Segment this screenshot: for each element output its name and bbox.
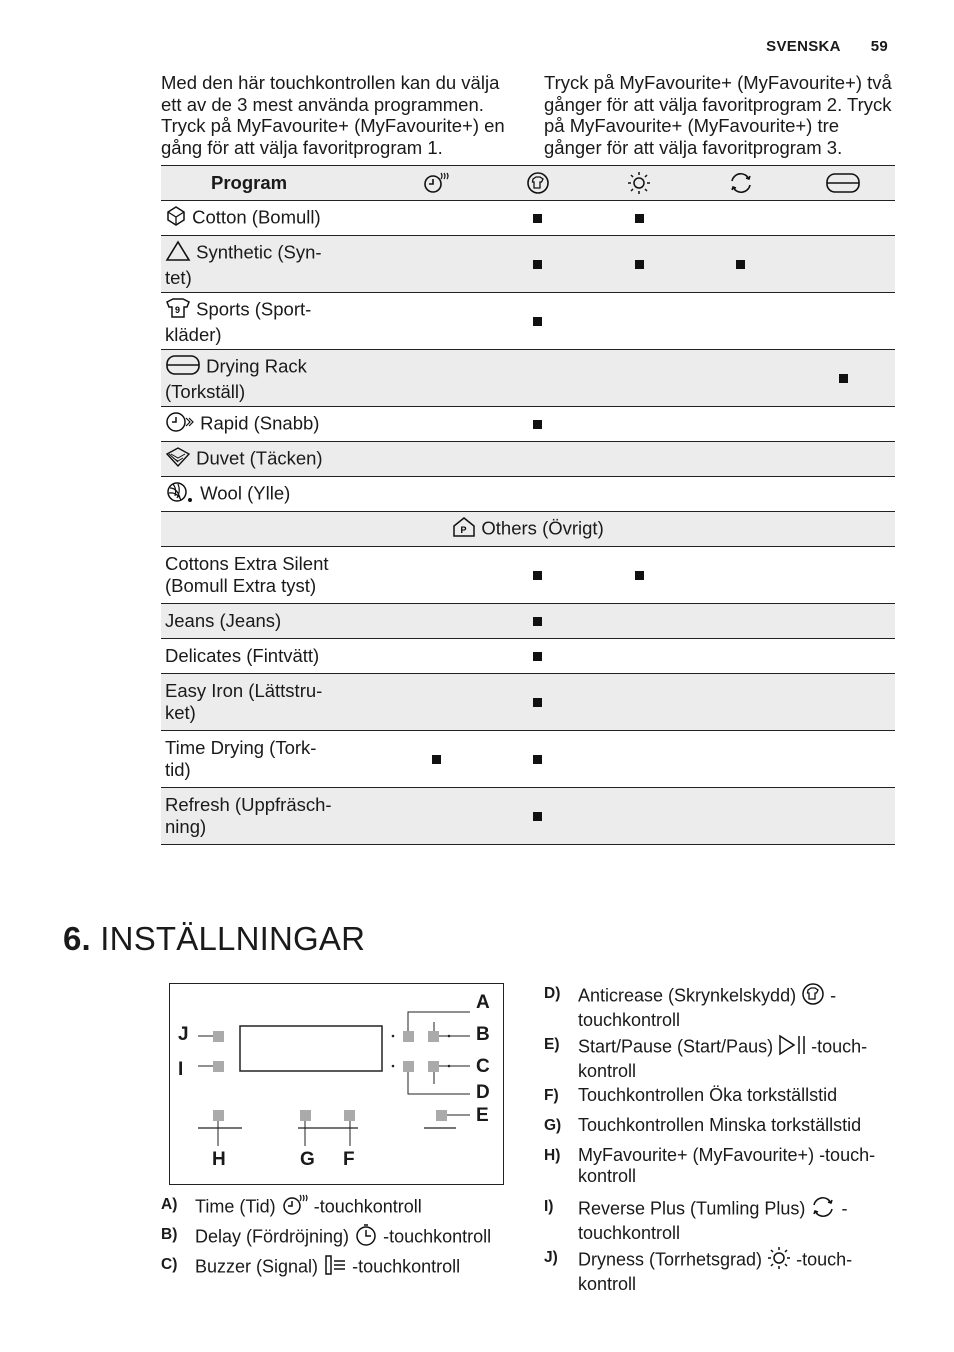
legend-text xyxy=(195,1254,521,1281)
legend-text xyxy=(578,1034,898,1082)
legend-key: B) xyxy=(161,1226,178,1243)
option-cell-reverse-plus xyxy=(690,442,792,477)
page-header xyxy=(740,38,888,55)
panel-label-j: J xyxy=(178,1024,189,1045)
available-mark xyxy=(533,317,542,326)
program-table xyxy=(161,165,895,845)
section-heading xyxy=(63,920,365,958)
option-cell-drying-rack xyxy=(792,236,895,293)
table-row xyxy=(161,236,895,293)
legend-key: C) xyxy=(161,1256,178,1273)
available-mark xyxy=(533,420,542,429)
available-mark xyxy=(533,214,542,223)
program-name: Rapid (Snabb) xyxy=(200,411,320,433)
program-name-cell xyxy=(161,293,385,350)
legend-label: Time (Tid) xyxy=(195,1196,276,1217)
available-mark xyxy=(736,260,745,269)
legend-text xyxy=(578,1196,898,1244)
panel-label-f: F xyxy=(343,1149,355,1170)
others-label: Others (Övrigt) xyxy=(481,516,604,538)
table-row xyxy=(161,604,895,639)
anticrease-icon xyxy=(801,983,825,1010)
legend-key: I) xyxy=(544,1198,554,1215)
program-name-cell xyxy=(161,407,385,442)
option-cell-time xyxy=(385,293,487,350)
rapid-icon xyxy=(165,411,195,438)
option-cell-anticrease xyxy=(487,731,588,788)
legend-label: Anticrease (Skrynkelskydd) xyxy=(578,985,797,1006)
option-cell-anticrease xyxy=(487,350,588,407)
intro-right: Tryck på MyFavourite+ (MyFavourite+) två gånger för att välja favoritprogram 2. Tryck på MyFavourite+ (MyFavourite+) tre gånger för att välja favoritprogram 3. xyxy=(544,72,892,158)
option-cell-time xyxy=(385,731,487,788)
available-mark xyxy=(432,755,441,764)
option-cell-time xyxy=(385,407,487,442)
program-name: Duvet (Täcken) xyxy=(196,446,323,468)
option-cell-reverse-plus xyxy=(690,731,792,788)
cotton-icon xyxy=(165,205,187,232)
option-cell-dryness xyxy=(589,674,690,731)
option-cell-dryness xyxy=(589,547,690,604)
legend-label: Delay (Fördröjning) xyxy=(195,1226,350,1247)
reverse-plus-icon xyxy=(690,166,792,201)
legend-label: Touchkontrollen Öka torkställstid xyxy=(578,1085,838,1105)
option-cell-reverse-plus xyxy=(690,604,792,639)
option-cell-anticrease xyxy=(487,547,588,604)
option-cell-anticrease xyxy=(487,639,588,674)
drying-rack-icon xyxy=(792,166,895,201)
option-cell-anticrease xyxy=(487,604,588,639)
program-name: Wool (Ylle) xyxy=(200,481,291,503)
panel-label-g: G xyxy=(300,1149,315,1170)
table-row xyxy=(161,350,895,407)
reverse-plus-icon xyxy=(810,1196,836,1223)
program-name: Refresh (Uppfräsch- ning) xyxy=(165,794,332,837)
option-cell-time xyxy=(385,547,487,604)
legend-text xyxy=(195,1194,521,1221)
buzzer-icon xyxy=(323,1254,347,1281)
option-cell-dryness xyxy=(589,293,690,350)
panel-label-i: I xyxy=(178,1059,184,1080)
available-mark xyxy=(635,260,644,269)
section-number: 6. xyxy=(63,920,91,957)
option-cell-anticrease xyxy=(487,788,588,845)
legend-text xyxy=(578,1085,898,1106)
table-row xyxy=(161,201,895,236)
available-mark xyxy=(533,812,542,821)
option-cell-drying-rack xyxy=(792,639,895,674)
program-name: Delicates (Fintvätt) xyxy=(165,645,320,666)
panel-label-c: C xyxy=(476,1056,490,1077)
option-cell-reverse-plus xyxy=(690,674,792,731)
program-name-cell xyxy=(161,547,385,604)
table-row xyxy=(161,639,895,674)
legend-suffix: -touchkontroll xyxy=(352,1256,461,1277)
table-row xyxy=(161,788,895,845)
option-cell-anticrease xyxy=(487,407,588,442)
option-cell-drying-rack xyxy=(792,201,895,236)
option-cell-time xyxy=(385,788,487,845)
option-cell-reverse-plus xyxy=(690,350,792,407)
legend-text xyxy=(578,1145,898,1187)
program-name-cell xyxy=(161,350,385,407)
legend-suffix: -touch- kontroll xyxy=(578,1249,853,1294)
option-cell-time xyxy=(385,442,487,477)
time-icon xyxy=(385,166,487,201)
panel-label-e: E xyxy=(476,1105,489,1126)
panel-label-d: D xyxy=(476,1082,490,1103)
legend-key: F) xyxy=(544,1087,559,1104)
option-cell-time xyxy=(385,201,487,236)
legend-suffix: - touchkontroll xyxy=(578,985,837,1030)
program-name-cell xyxy=(161,674,385,731)
legend-suffix: -touch- kontroll xyxy=(578,1036,868,1081)
option-cell-dryness xyxy=(589,731,690,788)
program-name: Easy Iron (Lättstru- ket) xyxy=(165,680,323,723)
table-header-row xyxy=(161,166,895,201)
legend-text xyxy=(578,983,898,1031)
start-pause-icon xyxy=(778,1034,806,1061)
table-row xyxy=(161,407,895,442)
option-cell-time xyxy=(385,674,487,731)
legend-suffix: - touchkontroll xyxy=(578,1198,848,1243)
available-mark xyxy=(635,571,644,580)
duvet-icon xyxy=(165,446,191,473)
legend-text xyxy=(578,1115,898,1136)
table-row xyxy=(161,442,895,477)
synthetic-icon xyxy=(165,240,191,267)
available-mark xyxy=(533,617,542,626)
program-name-cell xyxy=(161,477,385,512)
dryness-icon xyxy=(589,166,690,201)
others-row xyxy=(161,512,895,547)
option-cell-drying-rack xyxy=(792,442,895,477)
available-mark xyxy=(635,214,644,223)
option-cell-anticrease xyxy=(487,477,588,512)
option-cell-drying-rack xyxy=(792,350,895,407)
option-cell-dryness xyxy=(589,788,690,845)
option-cell-dryness xyxy=(589,236,690,293)
option-cell-reverse-plus xyxy=(690,407,792,442)
option-cell-drying-rack xyxy=(792,674,895,731)
legend-key: G) xyxy=(544,1117,562,1134)
option-cell-time xyxy=(385,477,487,512)
intro-left: Med den här touchkontrollen kan du välja ett av de 3 mest använda programmen. Tryck på MyFavourite+ (MyFavourite+) en gång för att välja favoritprogram 1. xyxy=(161,72,505,158)
legend-label: Reverse Plus (Tumling Plus) xyxy=(578,1198,806,1219)
option-cell-drying-rack xyxy=(792,731,895,788)
legend-text xyxy=(195,1224,521,1251)
program-name: Synthetic (Syn- tet) xyxy=(165,240,322,288)
option-cell-anticrease xyxy=(487,293,588,350)
program-name: Drying Rack (Torkställ) xyxy=(165,354,307,402)
option-cell-reverse-plus xyxy=(690,293,792,350)
anticrease-icon xyxy=(487,166,588,201)
program-name-cell xyxy=(161,731,385,788)
program-name-cell xyxy=(161,788,385,845)
legend-label: Buzzer (Signal) xyxy=(195,1256,319,1277)
option-cell-anticrease xyxy=(487,236,588,293)
legend-suffix: -touchkontroll xyxy=(313,1196,422,1217)
available-mark xyxy=(533,755,542,764)
panel-label-b: B xyxy=(476,1024,490,1045)
option-cell-drying-rack xyxy=(792,477,895,512)
option-cell-reverse-plus xyxy=(690,788,792,845)
available-mark xyxy=(533,260,542,269)
option-cell-reverse-plus xyxy=(690,547,792,604)
control-panel-diagram xyxy=(169,983,504,1185)
option-cell-time xyxy=(385,604,487,639)
wool-icon xyxy=(165,481,195,508)
option-cell-reverse-plus xyxy=(690,639,792,674)
option-cell-dryness xyxy=(589,442,690,477)
available-mark xyxy=(839,374,848,383)
program-name-cell xyxy=(161,604,385,639)
option-cell-dryness xyxy=(589,407,690,442)
drying-rack-icon xyxy=(165,354,201,381)
option-cell-anticrease xyxy=(487,674,588,731)
program-name-cell xyxy=(161,201,385,236)
option-cell-time xyxy=(385,639,487,674)
option-cell-reverse-plus xyxy=(690,477,792,512)
option-cell-dryness xyxy=(589,477,690,512)
option-cell-time xyxy=(385,350,487,407)
time-icon xyxy=(281,1194,309,1221)
program-name-cell xyxy=(161,639,385,674)
header-language: SVENSKA xyxy=(766,38,841,55)
program-name: Cotton (Bomull) xyxy=(192,205,321,227)
program-column-header: Program xyxy=(161,166,385,201)
delay-icon xyxy=(354,1224,378,1251)
program-name-cell xyxy=(161,442,385,477)
svg-text:P: P xyxy=(460,524,467,535)
option-cell-anticrease xyxy=(487,442,588,477)
table-row xyxy=(161,674,895,731)
table-row xyxy=(161,731,895,788)
program-name: Sports (Sport- kläder) xyxy=(165,297,312,345)
table-row xyxy=(161,293,895,350)
program-name: Cottons Extra Silent (Bomull Extra tyst) xyxy=(165,553,329,596)
program-name: Time Drying (Tork- tid) xyxy=(165,737,317,780)
others-cell xyxy=(161,512,895,547)
legend-key: D) xyxy=(544,985,561,1002)
legend-label: Touchkontrollen Minska torkställstid xyxy=(578,1115,862,1135)
option-cell-dryness xyxy=(589,350,690,407)
panel-label-h: H xyxy=(212,1149,226,1170)
option-cell-drying-rack xyxy=(792,293,895,350)
legend-key: A) xyxy=(161,1196,178,1213)
table-row xyxy=(161,547,895,604)
dryness-icon xyxy=(767,1247,791,1274)
legend-label: MyFavourite+ (MyFavourite+) -touch- kontroll xyxy=(578,1145,876,1186)
available-mark xyxy=(533,652,542,661)
legend-key: J) xyxy=(544,1249,558,1266)
option-cell-drying-rack xyxy=(792,407,895,442)
legend-label: Dryness (Torrhetsgrad) xyxy=(578,1249,763,1270)
option-cell-dryness xyxy=(589,639,690,674)
available-mark xyxy=(533,698,542,707)
option-cell-dryness xyxy=(589,201,690,236)
table-row xyxy=(161,477,895,512)
option-cell-dryness xyxy=(589,604,690,639)
svg-text:9: 9 xyxy=(175,304,181,315)
option-cell-time xyxy=(385,236,487,293)
option-cell-anticrease xyxy=(487,201,588,236)
available-mark xyxy=(533,571,542,580)
header-page-number: 59 xyxy=(870,38,888,55)
legend-key: H) xyxy=(544,1147,561,1164)
option-cell-reverse-plus xyxy=(690,236,792,293)
option-cell-drying-rack xyxy=(792,604,895,639)
legend-suffix: -touchkontroll xyxy=(383,1226,492,1247)
section-title: INSTÄLLNINGAR xyxy=(100,920,366,957)
legend-key: E) xyxy=(544,1036,560,1053)
option-cell-reverse-plus xyxy=(690,201,792,236)
option-cell-drying-rack xyxy=(792,547,895,604)
option-cell-drying-rack xyxy=(792,788,895,845)
sports-icon xyxy=(165,297,191,324)
program-name-cell xyxy=(161,236,385,293)
program-name: Jeans (Jeans) xyxy=(165,610,282,631)
legend-text xyxy=(578,1247,898,1295)
panel-label-a: A xyxy=(476,992,490,1013)
legend-label: Start/Pause (Start/Paus) xyxy=(578,1036,774,1057)
others-icon xyxy=(452,516,476,543)
